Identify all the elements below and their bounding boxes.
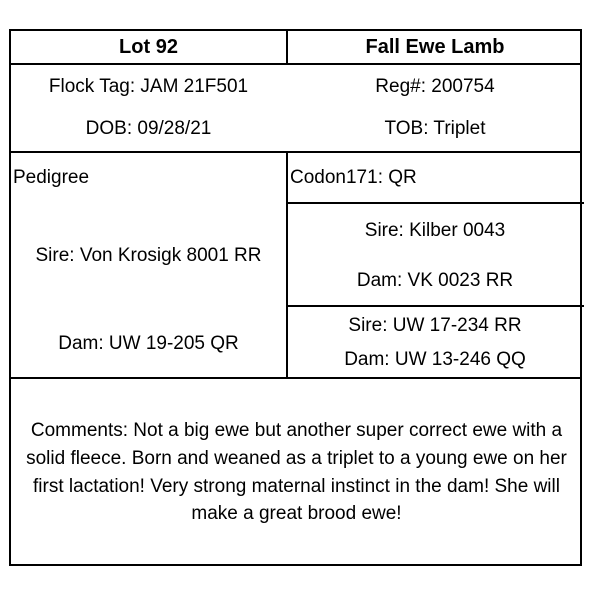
lot-number: Lot 92 <box>119 36 178 58</box>
type-of-birth: TOB: Triplet <box>384 117 486 139</box>
flock-tag: Flock Tag: JAM 21F501 <box>48 75 249 97</box>
pedigree-heading: Pedigree <box>13 166 90 188</box>
lot-card <box>9 29 582 566</box>
sire-line-dam: Dam: VK 0023 RR <box>356 269 514 291</box>
codon-171: Codon171: QR <box>290 166 417 188</box>
dam-line-sire: Sire: UW 17-234 RR <box>348 314 522 336</box>
sire-line-sire: Sire: Kilber 0043 <box>364 219 506 241</box>
date-of-birth: DOB: 09/28/21 <box>85 117 212 139</box>
divider-codon-bottom <box>287 202 584 204</box>
divider-info-bottom <box>11 151 580 153</box>
dam-line-dam: Dam: UW 13-246 QQ <box>344 348 526 370</box>
comments: Comments: Not a big ewe but another super correct ewe with a solid fleece. Born and weaned as a triplet to a young ewe on her first lactation! Very strong maternal instinct in the dam! She will make a great brood ewe! <box>26 420 567 525</box>
pedigree-dam: Dam: UW 19-205 QR <box>58 332 239 354</box>
divider-sire-line-bottom <box>287 305 584 307</box>
lot-category: Fall Ewe Lamb <box>365 36 505 58</box>
registration-number: Reg#: 200754 <box>375 75 495 97</box>
pedigree-sire: Sire: Von Krosigk 8001 RR <box>35 244 262 266</box>
